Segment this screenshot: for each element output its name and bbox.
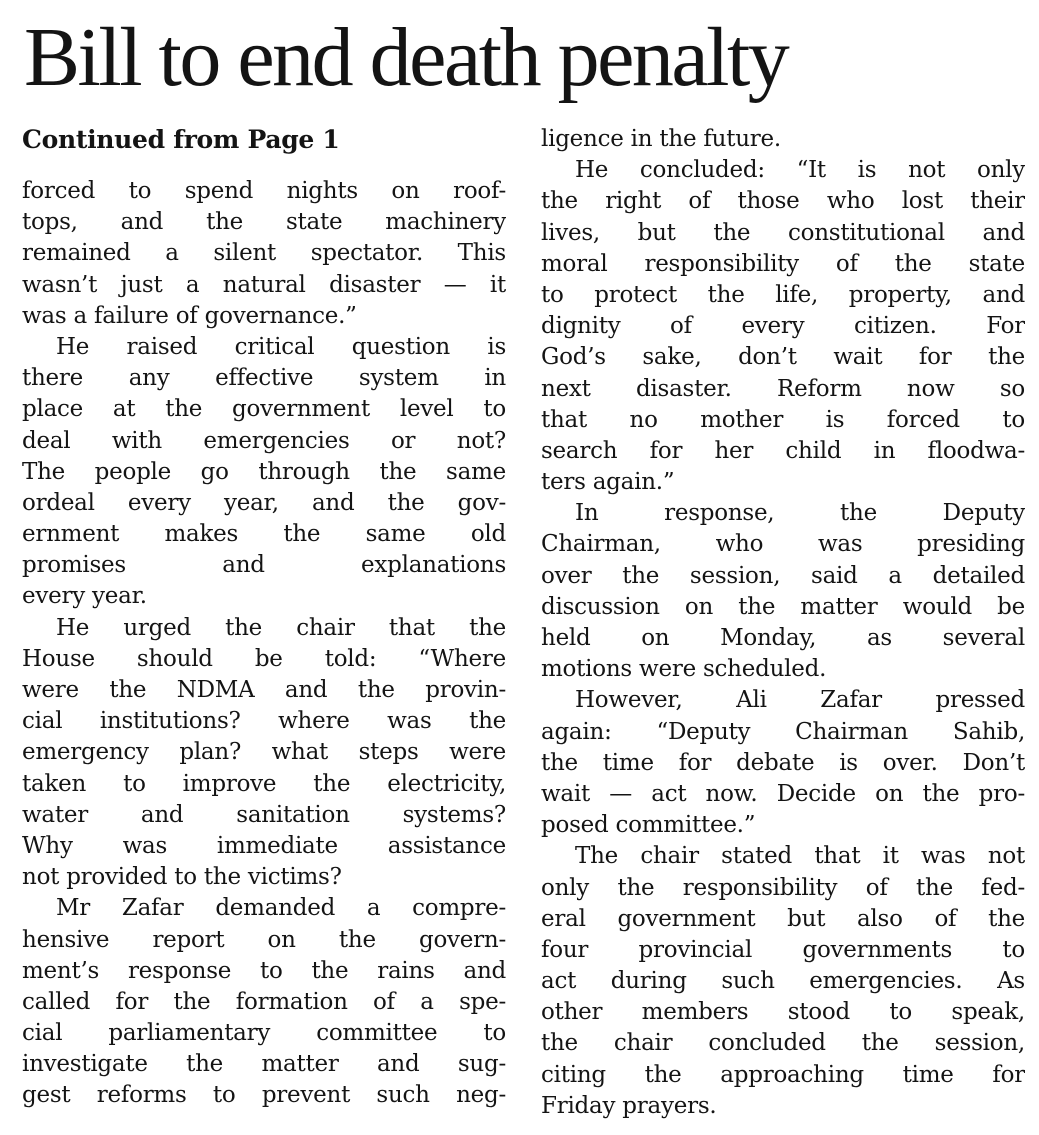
text-line: to protect the life, property, and xyxy=(541,281,1025,308)
text-line: investigate the matter and sug- xyxy=(22,1051,506,1078)
text-line: gest reforms to prevent such neg- xyxy=(22,1082,506,1109)
right-column-text xyxy=(541,124,1025,1122)
text-line: held on Monday, as several xyxy=(541,625,1025,651)
text-line: eral government but also of the xyxy=(541,905,1025,932)
text-line: He urged the chair that the xyxy=(56,614,506,641)
text-line: every year. xyxy=(22,583,147,610)
text-line: posed committee.” xyxy=(541,812,756,839)
text-line: water and sanitation systems? xyxy=(22,801,506,828)
text-line: remained a silent spectator. This xyxy=(22,240,506,267)
text-line: place at the government level to xyxy=(22,396,506,423)
text-line: wait — act now. Decide on the pro- xyxy=(541,780,1025,807)
text-line: He raised critical question is xyxy=(56,333,506,360)
text-line: dignity of every citizen. For xyxy=(541,313,1025,340)
text-line: House should be told: “Where xyxy=(22,645,506,672)
text-line: In response, the Deputy xyxy=(575,500,1025,527)
text-line: the right of those who lost their xyxy=(541,188,1025,215)
text-line: The chair stated that it was not xyxy=(575,843,1025,870)
text-line: that no mother is forced to xyxy=(541,406,1025,433)
text-line: emergency plan? what steps were xyxy=(22,739,506,766)
text-line: next disaster. Reform now so xyxy=(541,375,1025,402)
text-line: ligence in the future. xyxy=(541,126,781,152)
text-line: cial parliamentary committee to xyxy=(22,1020,506,1047)
headline: Bill to end death penalty xyxy=(24,11,788,104)
text-line: ters again.” xyxy=(541,469,675,496)
text-line: the chair concluded the session, xyxy=(541,1030,1025,1057)
text-line: Why was immediate assistance xyxy=(22,832,506,859)
text-line: deal with emergencies or not? xyxy=(22,427,506,454)
text-line: hensive report on the govern- xyxy=(22,926,506,953)
text-line: ment’s response to the rains and xyxy=(22,957,506,984)
article-column-right xyxy=(541,124,1025,1122)
text-line: act during such emergencies. As xyxy=(541,968,1025,995)
article-column-left xyxy=(22,124,506,1112)
text-line: over the session, said a detailed xyxy=(541,562,1025,589)
text-line: only the responsibility of the fed- xyxy=(541,874,1025,901)
text-line: search for her child in floodwa- xyxy=(541,437,1025,464)
left-column-text xyxy=(22,176,506,1112)
text-line: ordeal every year, and the gov- xyxy=(22,489,506,516)
text-line: wasn’t just a natural disaster — it xyxy=(22,271,506,298)
text-line: the time for debate is over. Don’t xyxy=(541,749,1025,776)
text-line: moral responsibility of the state xyxy=(541,250,1025,277)
text-line: However, Ali Zafar pressed xyxy=(575,687,1025,714)
text-line: tops, and the state machinery xyxy=(22,209,506,236)
text-line: was a failure of governance.” xyxy=(22,302,357,329)
text-line: not provided to the victims? xyxy=(22,864,342,891)
text-line: discussion on the matter would be xyxy=(541,593,1025,620)
text-line: forced to spend nights on roof- xyxy=(22,178,506,204)
text-line: Friday prayers. xyxy=(541,1092,717,1119)
text-line: ernment makes the same old xyxy=(22,521,506,548)
text-line: promises and explanations xyxy=(22,552,506,579)
text-line: other members stood to speak, xyxy=(541,999,1025,1026)
text-line: God’s sake, don’t wait for the xyxy=(541,344,1025,371)
text-line: again: “Deputy Chairman Sahib, xyxy=(541,718,1025,745)
text-line: Mr Zafar demanded a compre- xyxy=(56,895,506,922)
text-line: citing the approaching time for xyxy=(541,1061,1025,1088)
text-line: taken to improve the electricity, xyxy=(22,770,506,797)
text-line: lives, but the constitutional and xyxy=(541,219,1025,246)
text-line: Chairman, who was presiding xyxy=(541,531,1025,558)
text-line: were the NDMA and the provin- xyxy=(22,677,506,703)
text-line: four provincial governments to xyxy=(541,936,1025,963)
text-line: called for the formation of a spe- xyxy=(22,988,506,1015)
text-line: motions were scheduled. xyxy=(541,656,827,683)
continued-from-label: Continued from Page 1 xyxy=(22,125,340,154)
text-line: there any effective system in xyxy=(22,365,506,392)
text-line: The people go through the same xyxy=(22,458,506,485)
text-line: He concluded: “It is not only xyxy=(575,157,1025,184)
text-line: cial institutions? where was the xyxy=(22,708,506,735)
